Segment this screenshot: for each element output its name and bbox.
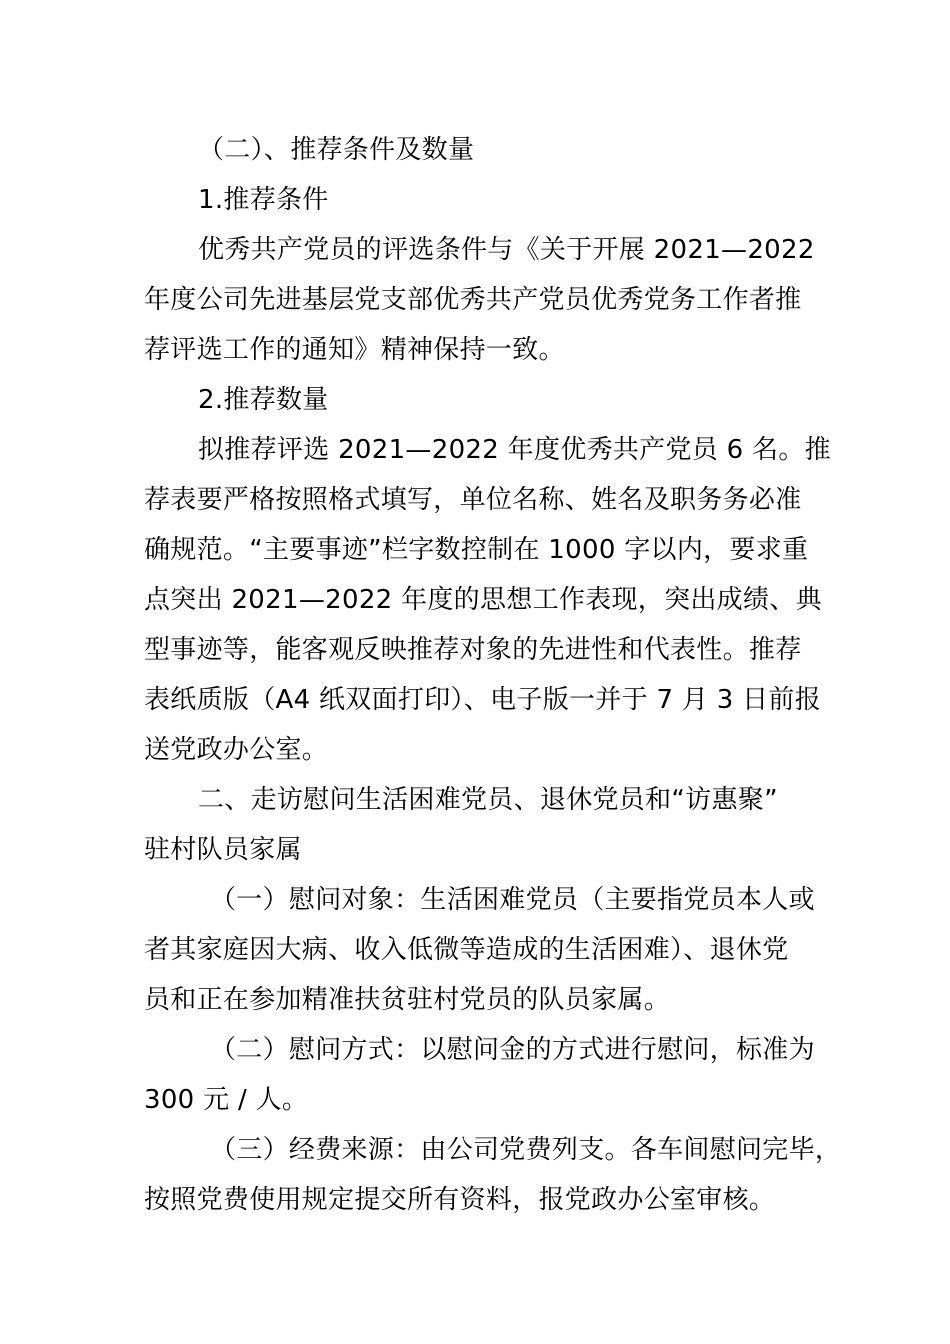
paragraph-line: 优秀共产党员的评选条件与《关于开展 2021—2022 xyxy=(198,235,815,265)
paragraph-line: 员和正在参加精准扶贫驻村党员的队员家属。 xyxy=(144,985,671,1015)
subheading-quantity: 2.推荐数量 xyxy=(198,385,329,415)
paragraph-line: 300 元 / 人。 xyxy=(144,1085,309,1115)
section-heading-conditions: （二）、推荐条件及数量 xyxy=(198,135,475,165)
paragraph-line: 荐表要严格按照格式填写，单位名称、姓名及职务务必准 xyxy=(144,485,802,515)
paragraph-line: 者其家庭因大病、收入低微等造成的生活困难）、退休党 xyxy=(144,935,789,965)
paragraph-line: 确规范。“主要事迹”栏字数控制在 1000 字以内，要求重 xyxy=(144,535,809,565)
paragraph-line: （一）慰问对象：生活困难党员（主要指党员本人或 xyxy=(210,885,815,915)
paragraph-line: 荐评选工作的通知》精神保持一致。 xyxy=(144,335,565,365)
paragraph-line: 拟推荐评选 2021—2022 年度优秀共产党员 6 名。推 xyxy=(198,435,831,465)
paragraph-line: （二）慰问方式：以慰问金的方式进行慰问，标准为 xyxy=(210,1035,815,1065)
paragraph-line: 送党政办公室。 xyxy=(144,735,329,765)
paragraph-line: 年度公司先进基层党支部优秀共产党员优秀党务工作者推 xyxy=(144,285,802,315)
subheading-conditions: 1.推荐条件 xyxy=(198,185,329,215)
paragraph-line: 表纸质版（A4 纸双面打印）、电子版一并于 7 月 3 日前报 xyxy=(144,685,822,715)
paragraph-line: 按照党费使用规定提交所有资料，报党政办公室审核。 xyxy=(144,1185,776,1215)
section-heading-visits: 二、走访慰问生活困难党员、退休党员和“访惠聚” xyxy=(198,785,778,815)
section-heading-visits-cont: 驻村队员家属 xyxy=(144,835,302,865)
paragraph-line: 点突出 2021—2022 年度的思想工作表现，突出成绩、典 xyxy=(144,585,822,615)
paragraph-line: （三）经费来源：由公司党费列支。各车间慰问完毕， xyxy=(210,1135,842,1165)
paragraph-line: 型事迹等，能客观反映推荐对象的先进性和代表性。推荐 xyxy=(144,635,802,665)
